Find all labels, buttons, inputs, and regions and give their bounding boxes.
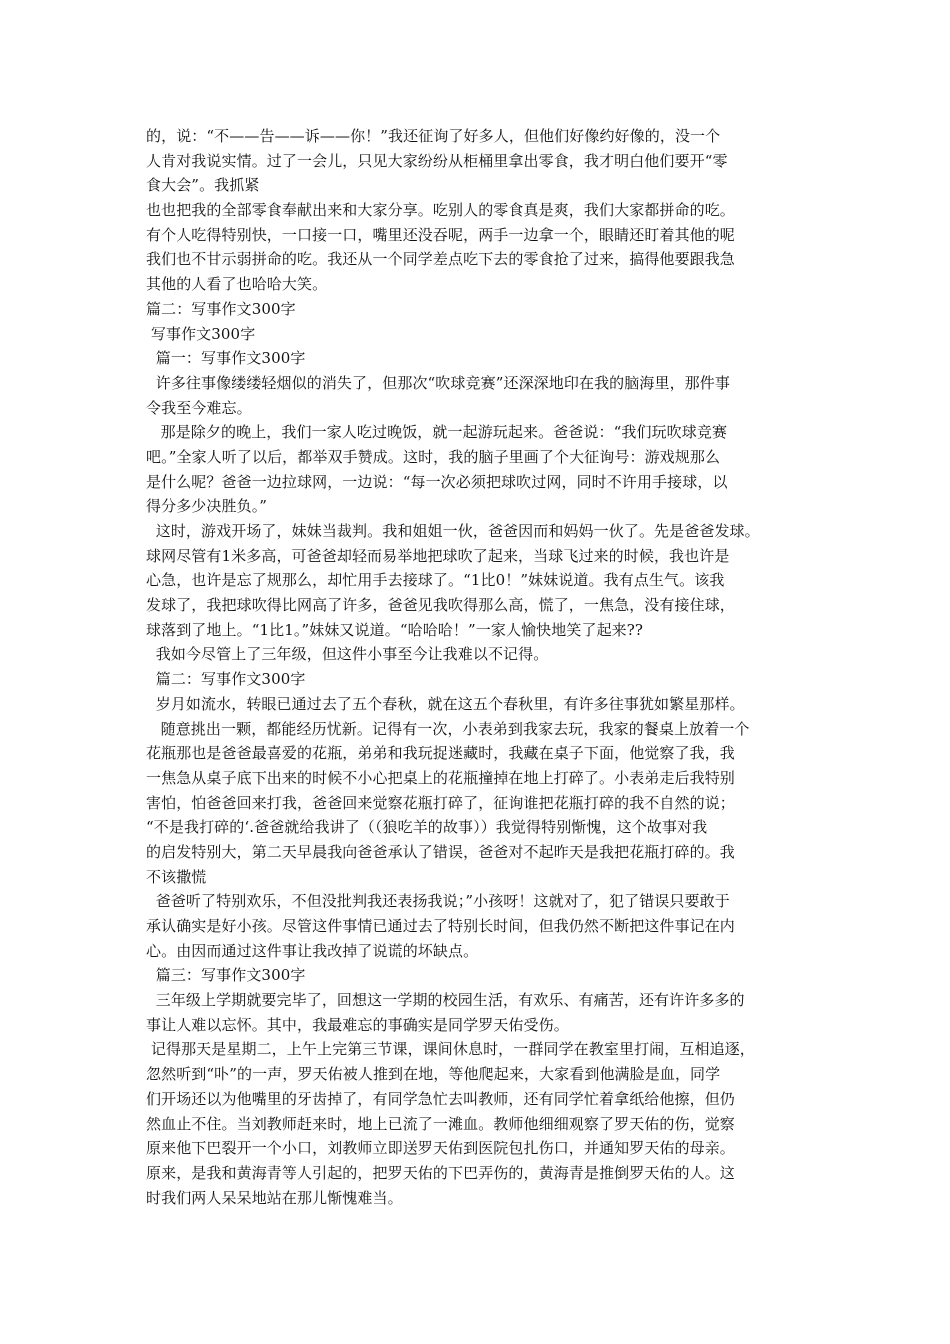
text-line: “不是我打碎的‘.爸爸就给我讲了（（狼吃羊的故事））我觉得特别惭愧，这个故事对我	[146, 818, 708, 837]
text-line: 其他的人看了也哈哈大笑。	[146, 275, 328, 294]
text-line: 三年级上学期就要完毕了，回想这一学期的校园生活，有欢乐、有痛苦，还有许许多多的	[146, 991, 745, 1010]
text-line: 时我们两人呆呆地站在那儿惭愧难当。	[146, 1188, 403, 1207]
text-line: 们开场还以为他嘴里的牙齿掉了，有同学急忙去叫教师，还有同学忙着拿纸给他擦，但仍	[146, 1089, 735, 1108]
text-line: 篇二：写事作文300字	[146, 670, 306, 689]
text-line: 吧。”全家人听了以后，都举双手赞成。这时，我的脑子里画了个大征询号：游戏规那么	[146, 447, 721, 466]
text-line: 篇一：写事作文300字	[146, 349, 306, 368]
text-line: 食大会”。我抓紧	[146, 176, 260, 195]
text-line: 承认确实是好小孩。尽管这件事情已通过去了特别长时间，但我仍然不断把这件事记在内	[146, 917, 735, 935]
text-line: 原来他下巴裂开一个小口，刘教师立即送罗天佑到医院包扎伤口，并通知罗天佑的母亲。	[146, 1139, 735, 1158]
text-line: 岁月如流水，转眼已通过去了五个春秋，就在这五个春秋里，有许多往事犹如繁星那样。	[146, 694, 745, 713]
text-line: 的，说：“不——告——诉——你！”我还征询了好多人，但他们好像约好像的，没一个	[146, 127, 721, 145]
text-line: 篇二：写事作文300字	[146, 299, 296, 318]
text-line: 令我至今难忘。	[146, 398, 252, 417]
text-line: 有个人吃得特别快，一口接一口，嘴里还没吞呢，两手一边拿一个，眼睛还盯着其他的呢	[146, 225, 735, 244]
text-line: 花瓶那也是爸爸最喜爱的花瓶，弟弟和我玩捉迷藏时，我藏在桌子下面，他觉察了我，我	[146, 744, 735, 763]
text-line: 人肯对我说实情。过了一会儿，只见大家纷纷从柜桶里拿出零食，我才明白他们要开“零	[146, 151, 728, 170]
text-line: 原来，是我和黄海青等人引起的，把罗天佑的下巴弄伤的，黄海青是推倒罗天佑的人。这	[146, 1163, 735, 1182]
text-line: 一焦急从桌子底下出来的时候不小心把桌上的花瓶撞掉在地上打碎了。小表弟走后我特别	[146, 768, 735, 787]
text-line: 发球了，我把球吹得比网高了许多，爸爸见我吹得那么高，慌了，一焦急，没有接住球，	[146, 596, 735, 615]
text-line: 我如今尽管上了三年级，但这件小事至今让我难以不记得。	[146, 645, 549, 664]
text-line: 随意挑出一颗，都能经历忧新。记得有一次，小表弟到我家去玩，我家的餐桌上放着一个	[146, 719, 750, 738]
text-line: 这时，游戏开场了，妹妹当裁判。我和姐姐一伙，爸爸因而和妈妈一伙了。先是爸爸发球。	[146, 522, 760, 540]
text-line: 球落到了地上。“1比1。”妹妹又说道。“哈哈哈！”一家人愉快地笑了起来??	[146, 620, 644, 639]
text-line: 的启发特别大，第二天早晨我向爸爸承认了错误，爸爸对不起昨天是我把花瓶打碎的。我	[146, 842, 735, 861]
text-line: 记得那天是星期二，上午上完第三节课，课间休息时，一群同学在教室里打闹，互相追逐，	[146, 1040, 755, 1059]
text-line: 害怕，怕爸爸回来打我，爸爸回来觉察花瓶打碎了，征询谁把花瓶打碎的我不自然的说；	[146, 793, 735, 812]
text-line: 篇三：写事作文300字	[146, 966, 306, 985]
text-line: 忽然听到“卟”的一声，罗天佑被人推到在地，等他爬起来，大家看到他满脸是血，同学	[146, 1065, 721, 1084]
text-line: 得分多少决胜负。”	[146, 497, 268, 516]
text-line: 事让人难以忘怀。其中，我最难忘的事确实是同学罗天佑受伤。	[146, 1015, 569, 1034]
text-line: 球网尽管有1米多高，可爸爸却轻而易举地把球吹了起来，当球飞过来的时候，我也许是	[146, 546, 730, 565]
document-body	[146, 124, 814, 1210]
text-line: 心急，也许是忘了规那么，却忙用手去接球了。“1比0！”妹妹说道。我有点生气。该我	[146, 571, 725, 590]
text-line: 写事作文300字	[146, 324, 256, 343]
text-line: 那是除夕的晚上，我们一家人吃过晚饭，就一起游玩起来。爸爸说：“我们玩吹球竞赛	[146, 423, 728, 442]
text-line: 我们也不甘示弱拼命的吃。我还从一个同学差点吃下去的零食抢了过来，搞得他要跟我急	[146, 250, 735, 269]
text-line: 是什么呢？爸爸一边拉球网，一边说：“每一次必须把球吹过网，同时不许用手接球，以	[146, 472, 728, 491]
text-line: 许多往事像缕缕轻烟似的消失了，但那次“吹球竞赛”还深深地印在我的脑海里，那件事	[146, 373, 730, 392]
text-line: 心。由因而通过这件事让我改掉了说谎的坏缺点。	[146, 941, 479, 960]
text-line: 然血止不住。当刘教师赶来时，地上已流了一滩血。教师他细细观察了罗天佑的伤，觉察	[146, 1114, 735, 1133]
text-line: 爸爸听了特别欢乐，不但没批判我还表扬我说；”小孩呀！这就对了，犯了错误只要敢于	[146, 892, 730, 911]
text-line: 也也把我的全部零食奉献出来和大家分享。吃别人的零食真是爽，我们大家都拼命的吃。	[146, 201, 735, 220]
text-line: 不该撒慌	[146, 867, 207, 886]
